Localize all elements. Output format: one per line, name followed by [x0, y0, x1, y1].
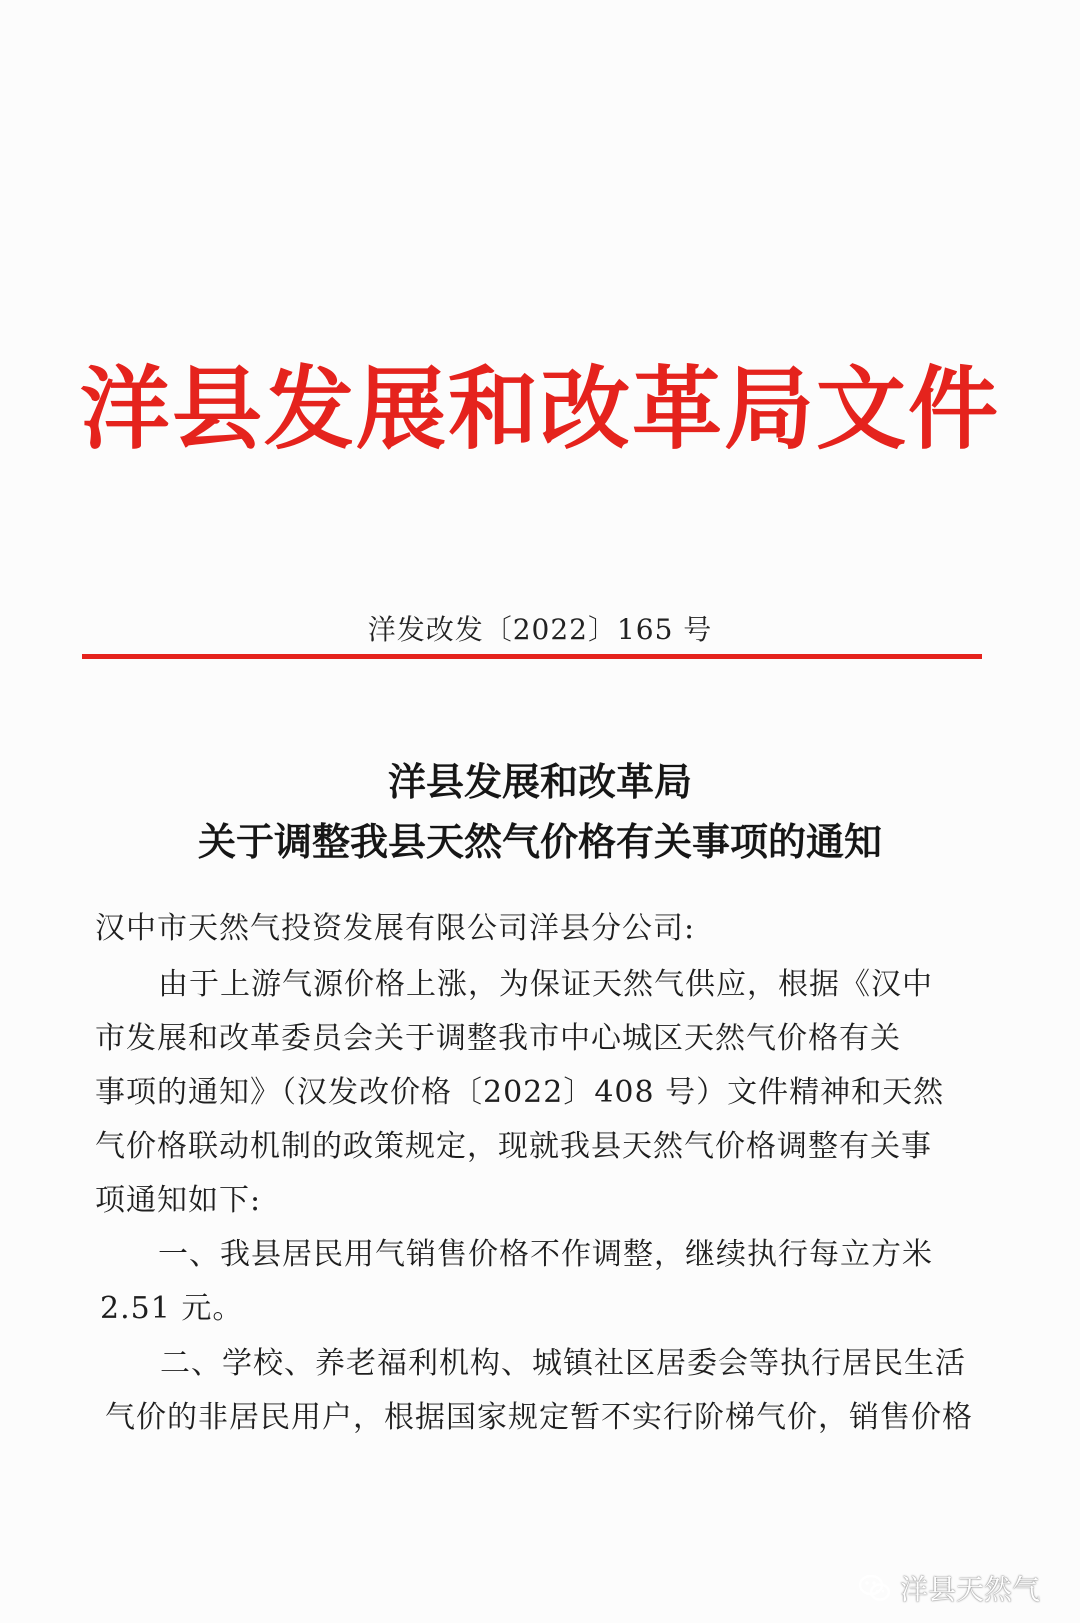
recipient-line: 汉中市天然气投资发展有限公司洋县分公司: [95, 911, 696, 946]
item-1-line-1: 一、我县居民用气销售价格不作调整，继续执行每立方米 [158, 1237, 933, 1272]
notice-title-line-2: 关于调整我县天然气价格有关事项的通知 [197, 820, 882, 864]
notice-title-line-1: 洋县发展和改革局 [387, 760, 692, 804]
paragraph-1-line-4: 气价格联动机制的政策规定，现就我县天然气价格调整有关事 [95, 1129, 932, 1164]
paragraph-1-line-3: 事项的通知》（汉发改价格〔2022〕408 号）文件精神和天然 [95, 1075, 945, 1110]
wechat-watermark [858, 1568, 1040, 1608]
paragraph-1-line-1: 由于上游气源价格上涨，为保证天然气供应，根据《汉中 [158, 967, 933, 1002]
red-divider-line [82, 654, 982, 659]
paragraph-1-line-2: 市发展和改革委员会关于调整我市中心城区天然气价格有关 [95, 1021, 901, 1056]
item-2-line-1: 二、学校、养老福利机构、城镇社区居委会等执行居民生活 [160, 1346, 966, 1381]
item-1-line-2: 2.51 元。 [100, 1291, 244, 1326]
paragraph-1-line-5: 项通知如下: [95, 1183, 262, 1218]
wechat-icon [858, 1573, 892, 1603]
document-number: 洋发改发〔2022〕165 号 [367, 613, 713, 646]
watermark-label: 洋县天然气 [899, 1573, 1040, 1606]
item-2-line-2: 气价的非居民用户，根据国家规定暂不实行阶梯气价，销售价格 [105, 1400, 973, 1435]
document-masthead: 洋县发展和改革局文件 [80, 357, 1000, 462]
